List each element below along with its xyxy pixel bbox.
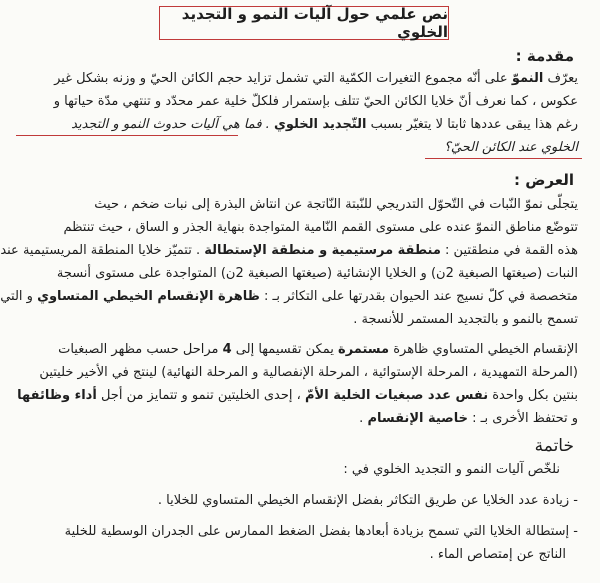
- intro-line-4: الخلوي عند الكائن الحيّ؟: [444, 140, 578, 155]
- intro-line-3: رغم هذا يبقى عددها ثابتا لا يتغيّر بسبب التّجديد الخلوي . فما هي آليات حدوث النمو و التجديد: [71, 117, 578, 132]
- body-p1-line-2: تتوضّع مناطق النموّ عنده على مستوى القمم النّامية المتواجدة بنهاية الجذر و الساق ، حيث تنتظم: [63, 220, 578, 235]
- question-underline-1: [16, 135, 238, 136]
- body-p2-line-2: (المرحلة التمهيدية ، المرحلة الإستوائية ، المرحلة الإنفصالية و المرحلة النهائية) لينتج في الأخير خليتين: [39, 365, 578, 380]
- intro-line-2: عكوس ، كما نعرف أنّ خلايا الكائن الحيّ تتلف بإستمرار فلكلّ خلية عمر محدّد و تنتهي مدّة حياتها و: [53, 94, 578, 109]
- intro-heading: مقدمة :: [515, 47, 574, 65]
- body-p1-line-3: هذه القمة في منطقتين : منطقة مرستيمية و منطقة الإستطالة . تتميّز خلايا المنطقة المريستيمية عند: [0, 243, 578, 258]
- conclusion-item-1: - زيادة عدد الخلايا عن طريق التكاثر بفضل الإنقسام الخيطي المتساوي للخلايا .: [157, 493, 578, 508]
- body-heading: العرض :: [514, 171, 574, 189]
- conclusion-item-2-line-2: الناتج عن إمتصاص الماء .: [429, 547, 566, 562]
- intro-line-1: يعرّف النموّ على أنّه مجموع التغيرات الكمّية التي تشمل تزايد حجم الكائن الحيّ و وزنه بشكل غير: [54, 71, 578, 86]
- body-p1-line-1: يتجلّى نموّ النّبات في التّحوّل التدريجي للنّبتة النّاتجة عن انتاش البذرة إلى نبات ضخم ، حيث: [94, 197, 578, 212]
- body-p1-line-5: متخصصة في كلّ نسيج عند الحيوان بقدرتها على التكاثر بـ : ظاهرة الإنقسام الخيطي المتساوي و التي: [0, 289, 578, 304]
- conclusion-item-2-line-1: - إستطالة الخلايا التي تسمح بزيادة أبعادها بفضل الضغط الممارس على الجدران الوسطية للخلية: [64, 524, 578, 539]
- conclusion-heading: خاتمة: [534, 436, 574, 456]
- body-p2-line-1: الإنقسام الخيطي المتساوي ظاهرة مستمرة يمكن تقسيمها إلى 4 مراحل حسب مظهر الصبغيات: [58, 342, 578, 357]
- body-p2-line-4: و تحتفظ الأخرى بـ : خاصية الإنقسام .: [359, 411, 578, 426]
- body-p1-line-4: النبات (صيغتها الصبغية 2ن) و الخلايا الإنشائية (صيغتها الصبغية 2ن) المتواجدة على مستوى أنسجة: [56, 266, 578, 281]
- question-underline-2: [425, 158, 582, 159]
- body-p1-line-6: تسمح بالنمو و بالتجديد المستمر للأنسجة .: [353, 312, 578, 327]
- body-p2-line-3: بنتين بكل واحدة نفس عدد صبغيات الخلية الأمّ ، إحدى الخليتين تنمو و تتمايز من أجل أداء وظائفها: [17, 388, 578, 403]
- page-title: نص علمي حول آليات النمو و التجديد الخلوي: [159, 6, 449, 40]
- conclusion-intro: نلخّص آليات النمو و التجديد الخلوي في :: [343, 462, 560, 477]
